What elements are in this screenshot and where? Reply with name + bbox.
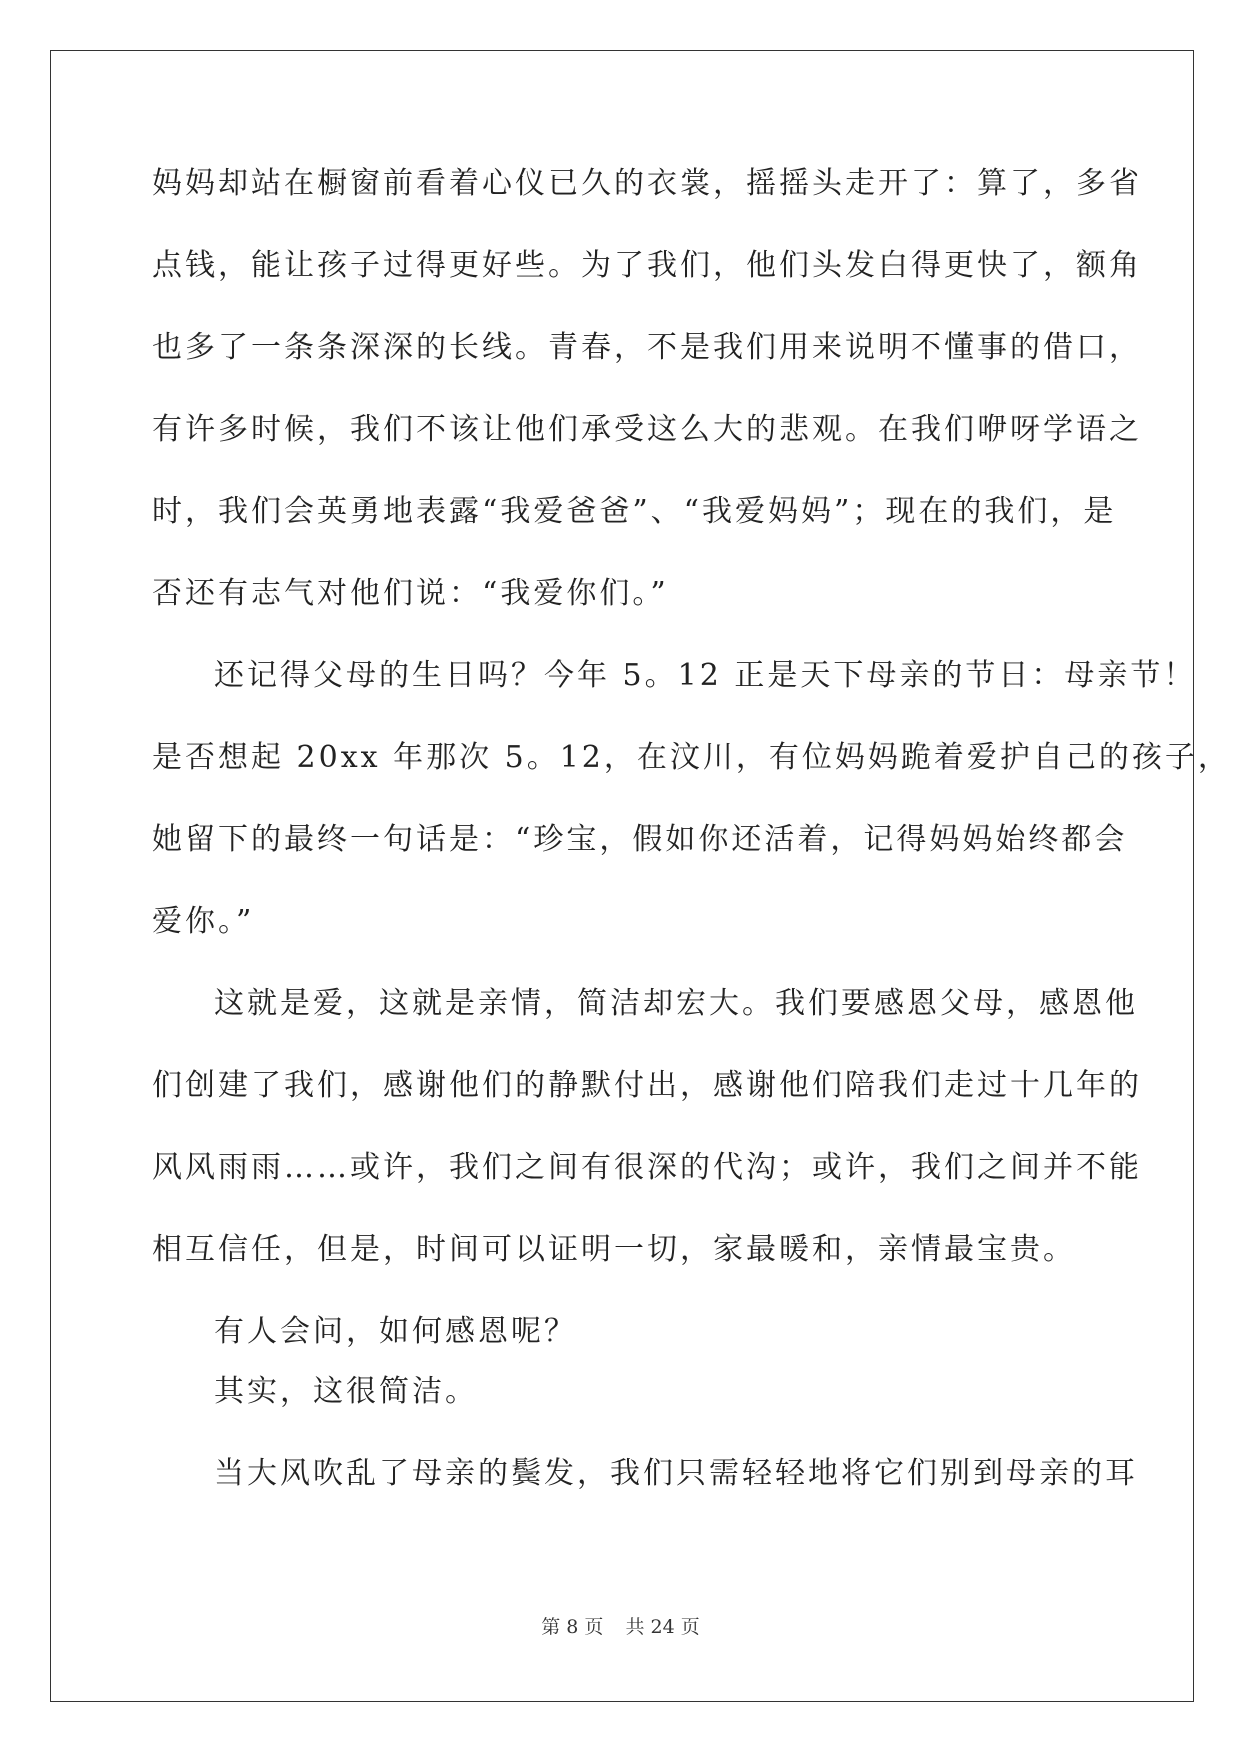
text-line: 是否想起 20xx 年那次 5。12，在汶川，有位妈妈跪着爱护自己的孩子， [152,740,1231,775]
text-line: 她留下的最终一句话是：“珍宝，假如你还活着，记得妈妈始终都会 [152,822,1128,857]
text-line: 爱你。” [152,904,255,939]
text-line: 们创建了我们，感谢他们的静默付出，感谢他们陪我们走过十几年的 [152,1068,1142,1103]
text-line: 这就是爱，这就是亲情，简洁却宏大。我们要感恩父母，感恩他 [214,986,1138,1021]
text-line: 风风雨雨……或许，我们之间有很深的代沟；或许，我们之间并不能 [152,1150,1142,1185]
body-text [152,162,1231,1534]
text-line: 相互信任，但是，时间可以证明一切，家最暖和，亲情最宝贵。 [152,1232,1076,1267]
text-line: 也多了一条条深深的长线。青春，不是我们用来说明不懂事的借口， [152,330,1142,365]
text-line: 其实，这很简洁。 [214,1374,478,1409]
text-line: 点钱，能让孩子过得更好些。为了我们，他们头发白得更快了，额角 [152,248,1142,283]
text-line: 有许多时候，我们不该让他们承受这么大的悲观。在我们咿呀学语之 [152,412,1142,447]
page-footer [0,1612,1241,1639]
text-line: 否还有志气对他们说：“我爱你们。” [152,576,669,611]
text-line: 时，我们会英勇地表露“我爱爸爸”、“我爱妈妈”；现在的我们，是 [152,494,1117,529]
text-line: 有人会问，如何感恩呢？ [214,1314,577,1349]
text-line: 还记得父母的生日吗？今年 5。12 正是天下母亲的节日：母亲节！ [214,658,1197,693]
page-number: 第 8 页 [541,1616,604,1638]
page-total: 共 24 页 [625,1616,700,1638]
text-line: 当大风吹乱了母亲的鬓发，我们只需轻轻地将它们别到母亲的耳 [214,1456,1138,1491]
text-line: 妈妈却站在橱窗前看着心仪已久的衣裳，摇摇头走开了：算了，多省 [152,166,1142,201]
